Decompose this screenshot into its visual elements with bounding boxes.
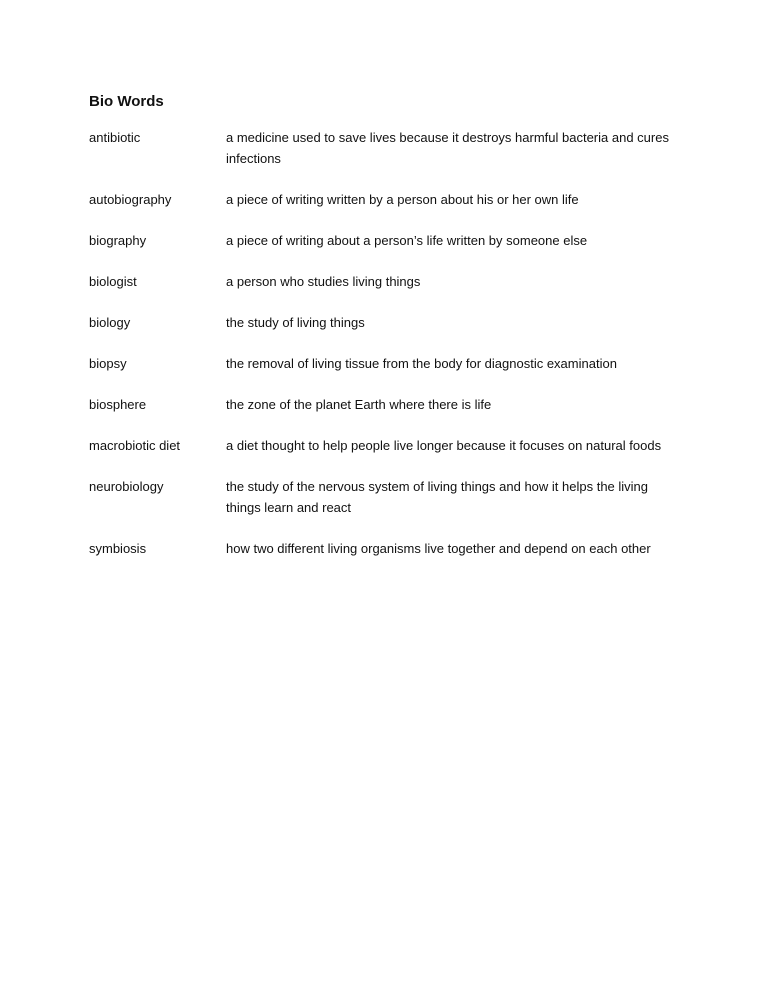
list-item xyxy=(89,394,669,415)
list-item xyxy=(89,230,669,251)
list-item xyxy=(89,476,669,518)
term: symbiosis xyxy=(89,541,147,556)
page-title: Bio Words xyxy=(89,93,164,110)
definition: a piece of writing written by a person about his or her own life xyxy=(226,192,579,207)
definition: the zone of the planet Earth where there is life xyxy=(226,397,492,412)
definition: a piece of writing about a person’s life written by someone else xyxy=(226,233,588,248)
term: macrobiotic diet xyxy=(89,438,181,453)
list-item xyxy=(89,435,669,456)
definition: a diet thought to help people live longer because it focuses on natural foods xyxy=(226,438,662,453)
list-item xyxy=(89,538,669,559)
definition: how two different living organisms live together and depend on each other xyxy=(226,541,651,556)
list-item xyxy=(89,312,669,333)
list-item xyxy=(89,127,669,169)
term: neurobiology xyxy=(89,479,164,494)
word-list xyxy=(89,127,669,579)
term: antibiotic xyxy=(89,130,141,145)
list-item xyxy=(89,189,669,210)
term: biography xyxy=(89,233,147,248)
term: biologist xyxy=(89,274,137,289)
term: biology xyxy=(89,315,131,330)
term: autobiography xyxy=(89,192,172,207)
definition: the study of the nervous system of living things and how it helps the living things learn and react xyxy=(226,479,649,515)
definition: the removal of living tissue from the body for diagnostic examination xyxy=(226,356,617,371)
term: biopsy xyxy=(89,356,127,371)
definition: a person who studies living things xyxy=(226,274,421,289)
term: biosphere xyxy=(89,397,147,412)
list-item xyxy=(89,271,669,292)
list-item xyxy=(89,353,669,374)
definition: a medicine used to save lives because it destroys harmful bacteria and cures infections xyxy=(226,130,669,166)
definition: the study of living things xyxy=(226,315,365,330)
